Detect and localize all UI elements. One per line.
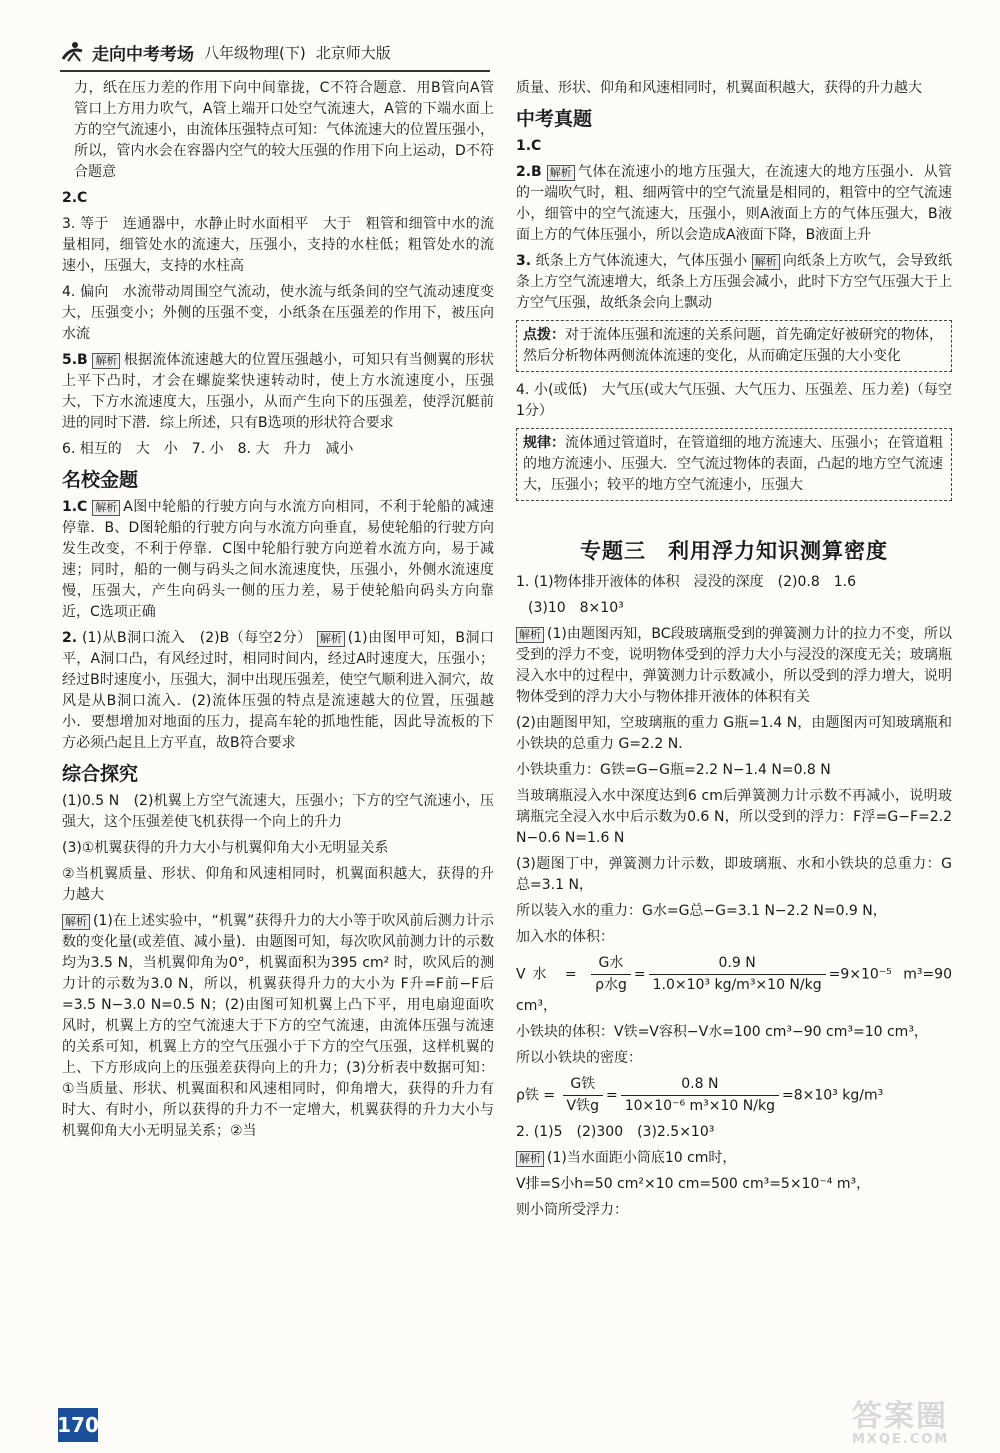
header-rule — [60, 70, 490, 72]
answer-2: 2.C — [62, 190, 88, 206]
edition-label: 北京师大版 — [315, 43, 391, 62]
answer-4: 4. 偏向 水流带动周围空气流动，使水流与纸条间的空气流动速度变大，压强变小；外侧的压强不变，小纸条在压强差的作用下，被压向水流 — [62, 284, 494, 342]
exam-answer-1: 1.C — [516, 138, 542, 154]
famous-answer-1 — [62, 497, 494, 623]
analysis-tag: 解析 — [516, 1151, 544, 1167]
intro-paragraph: 力，纸在压力差的作用下向中间靠拢，C不符合题意．用B管向A管管口上方用力吹气，A管上端开口处空气流速大，A管的下端水面上方的空气流速小，由流体压强特点可知：气体流速大的位置压强小，所以，管内水会在容器内空气的较大压强的作用下向上运动，D不符合题意 — [74, 80, 494, 180]
analysis-tag: 解析 — [547, 165, 575, 181]
answer-5-text: 根据流体流速越大的位置压强越小，可知只有当侧翼的形状上平下凸时，才会在螺旋桨快速转动时，使上方水流速度小，压强大，下方水流速度大，压强小，从而产生向下的压强差，使浮沉艇前进的同时下潜．综上所述，只有B选项的形状符合要求 — [62, 352, 494, 431]
answer-5-label: 5.B — [62, 352, 88, 368]
continued-paragraph: 质量、形状、仰角和风速相同时，机翼面积越大，获得的升力越大 — [516, 80, 922, 96]
comp-analysis — [62, 911, 494, 1142]
analysis-tag: 解析 — [516, 627, 544, 643]
analysis-tag: 解析 — [752, 254, 780, 270]
famous-2-answer: (1)从B洞口流入 (2)B（每空2分） — [82, 630, 312, 646]
analysis-tag: 解析 — [92, 500, 120, 516]
famous-1-text: A图中轮船的行驶方向与水流方向相同，不利于轮船的减速停靠．B、D图轮船的行驶方向与水流方向垂直，易使轮船的行驶方向发生改变，不利于停靠．C图中轮船行驶方向逆着水流方向，易于减速；同时，船的一侧与码头之间水流速度快，压强小，外侧水流速度慢，压强大，产生向码头一侧的压力差，易于使轮船向码头方向靠近，C选项正确 — [62, 499, 495, 620]
section-title-famous: 名校金题 — [62, 469, 139, 491]
right-column — [516, 78, 952, 1226]
topic-analysis-7: 加入水的体积： — [516, 929, 614, 945]
eq2-left: ρ铁 = — [516, 1087, 556, 1104]
topic-analysis-6: 所以装入水的重力：G水=G总−G=3.1 N−2.2 N=0.9 N， — [516, 903, 887, 919]
rule-label: 规律： — [523, 435, 565, 451]
page-header — [60, 38, 401, 66]
exam-2-label: 2.B — [516, 164, 542, 180]
exam-2-text: 气体在流速小的地方压强大，在流速大的地方压强小．从管的一端吹气时，粗、细两管中的空气流量是相同的，粗管中的空气流速小，细管中的空气流速大，压强小，则A液面上方的气体压强大，B液面上方的气体压强小，所以会造成A液面下降，B液面上升 — [516, 164, 953, 243]
exam-answer-4: 4. 小(或低) 大气压(或大气压强、大气压力、压强差、压力差)（每空1分） — [516, 382, 952, 419]
comp-answer-3b: ②当机翼质量、形状、仰角和风速相同时，机翼面积越大，获得的升力越大 — [62, 866, 494, 903]
famous-answer-2 — [62, 628, 494, 754]
topic-analysis-5: (3)题图丁中，弹簧测力计示数，即玻璃瓶、水和小铁块的总重力：G总=3.1 N， — [516, 856, 952, 893]
comp-analysis-text: (1)在上述实验中，“机翼”获得升力的大小等于吹风前后测力计示数的变化量(或差值、减小量)．由题图可知，每次吹风前测力计的示数均为3.5 N，当机翼仰角为0°，机翼面积为395 cm² 时，吹风后的测力计的示数为3.0 N，所以，机翼获得升力的大小为 F升=F前−F后=3.5 N−3.0 N=0.5 N；(2)由图可知机翼上凸下平，用电扇迎面吹风时，机翼上方的空气流速大于下方的空气流速，由流体压强与流速的关系可知，机翼上方的空气压强小于下方的空气压强，这样机翼的上、下方形成向上的压强差获得向上的升力；(3)分析表中数据可知：①当质量、形状、机翼面积和风速相同时，仰角增大，获得的升力有时大、有时小，所以获得的升力不一定增大，机翼获得的升力大小与机翼仰角大小无明显关系；②当 — [62, 913, 494, 1139]
analysis-tag: 解析 — [92, 353, 120, 369]
topic-analysis-4: 当玻璃瓶浸入水中深度达到6 cm后弹簧测力计示数不再减小，说明玻璃瓶完全浸入水中后示数为0.6 N，所以受到的浮力：F浮=G−F=2.2 N−0.6 N=1.6 N — [516, 788, 952, 846]
topic-analysis-8: 小铁块的体积：V铁=V容积−V水=100 cm³−90 cm³=10 cm³， — [516, 1024, 928, 1040]
comp-answer-1: (1)0.5 N (2)机翼上方空气流速大，压强小；下方的空气流速小，压强大，这个压强差使飞机获得一个向上的升力 — [62, 793, 494, 830]
density-equation: ρ铁 = $\frac{\text{G铁}}{\text{V铁g}}$ = $\frac{0.8 N}{\text{10×10⁻⁶ m³×10 N/kg}}$ =8×10³ kg/m³ — [516, 1074, 952, 1117]
eq1-frac-2: $\frac{0.9 N}{\text{1.0×10³ kg/m³×10 N/kg}}$ — [649, 953, 826, 996]
eq2-frac-2: $\frac{0.8 N}{\text{10×10⁻⁶ m³×10 N/kg}}$ — [621, 1074, 779, 1117]
topic-analysis-3: 小铁块重力：G铁=G−G瓶=2.2 N−1.4 N=0.8 N — [516, 762, 831, 778]
topic-analysis-2-1-text: (1)当水面距小筒底10 cm时， — [547, 1150, 737, 1166]
eq2-right: =8×10³ kg/m³ — [781, 1087, 884, 1104]
section-title-exam: 中考真题 — [516, 108, 593, 130]
topic-title: 专题三 利用浮力知识测算密度 — [580, 539, 888, 563]
answer-5 — [62, 350, 494, 434]
topic-answer-2: 2. (1)5 (2)300 (3)2.5×10³ — [516, 1124, 715, 1140]
tip-box — [516, 320, 952, 372]
page-number: 170 — [58, 1408, 98, 1442]
brand-title: 走向中考考场 — [92, 44, 194, 65]
analysis-tag: 解析 — [62, 914, 90, 930]
analysis-tag: 解析 — [317, 631, 345, 647]
topic-analysis-9: 所以小铁块的密度： — [516, 1050, 642, 1066]
comp-answer-3a: (3)①机翼获得的升力大小与机翼仰角大小无明显关系 — [62, 840, 389, 856]
topic-analysis-2: (2)由题图甲知，空玻璃瓶的重力 G瓶=1.4 N，由题图丙可知玻璃瓶和小铁块的总重力 G=2.2 N． — [516, 715, 952, 752]
left-column — [62, 78, 494, 1147]
section-title-comprehensive: 综合探究 — [62, 763, 139, 785]
exam-3-answer: 纸条上方气体流速大，气体压强小 — [535, 253, 748, 269]
famous-2-text: (1)由图甲可知，B洞口平，A洞口凸，有风经过时，相同时间内，经过A时速度大，压强小；经过B时速度小，压强大，洞中出现压强差，使空气顺利进入洞穴，故风是从B洞口流入．(2)流体压强的特点是流速越大的位置，压强越小．要想增加对地面的压力，提高车轮的抓地性能，因此导流板的下方必须凸起且上方平直，故B符合要求 — [62, 630, 494, 751]
famous-1-label: 1.C — [62, 499, 88, 515]
tip-text: 对于流体压强和流速的关系问题，首先确定好被研究的物体，然后分析物体两侧流体流速的变化，从而确定压强的大小变化 — [523, 327, 943, 364]
eq1-right: =9×10⁻⁵ m³=90 cm³， — [516, 966, 953, 1014]
eq1-frac-1: $\frac{\text{G水}}{\text{ρ水g}}$ — [591, 953, 631, 996]
topic-analysis-2-1 — [516, 1148, 952, 1169]
topic-answer-1a: 1. (1)物体排开液体的体积 浸没的深度 (2)0.8 1.6 — [516, 574, 856, 590]
rule-text: 流体通过管道时，在管道细的地方流速大、压强小；在管道粗的地方流速小、压强大．空气流过物体的表面，凸起的地方空气流速大，压强小；较平的地方空气流速小，压强大 — [523, 435, 943, 493]
topic-analysis-2-2: V排=S小h=50 cm²×10 cm=500 cm³=5×10⁻⁴ m³， — [516, 1176, 871, 1192]
answer-3: 3. 等于 连通器中，水静止时水面相平 大于 粗管和细管中水的流量相同，细管处水的流速大，压强小，支持的水柱低；粗管处水的流速小，压强大，支持的水柱高 — [62, 216, 494, 274]
exam-3-text: 向纸条上方吹气，会导致纸条上方空气流速增大，纸条上方压强会减小，此时下方空气压强大于上方空气压强，故纸条会向上飘动 — [516, 253, 953, 311]
exam-answer-2 — [516, 162, 952, 246]
runner-logo-icon — [60, 41, 86, 63]
topic-answer-1b: (3)10 8×10³ — [528, 600, 624, 616]
watermark-logo: 答案圈 MXQE.COM — [852, 1399, 950, 1447]
answer-6-8: 6. 相互的 大 小 7. 小 8. 大 升力 减小 — [62, 441, 354, 457]
exam-answer-3 — [516, 251, 952, 314]
eq2-frac-1: $\frac{\text{G铁}}{\text{V铁g}}$ — [563, 1074, 603, 1117]
rule-box — [516, 428, 952, 501]
eq1-left: V水 = — [516, 966, 577, 983]
grade-label: 八年级物理(下) — [204, 43, 306, 62]
tip-label: 点拨： — [523, 327, 565, 343]
famous-2-label: 2. — [62, 630, 78, 646]
topic-analysis-1-text: (1)由题图丙知，BC段玻璃瓶受到的弹簧测力计的拉力不变，所以受到的浮力不变，说明物体受到的浮力大小与浸没的深度无关；玻璃瓶浸入水中的过程中，弹簧测力计示数减小，所以受到的浮力增大，说明物体受到的浮力大小与物体排开液体的体积有关 — [516, 626, 952, 705]
topic-analysis-2-3: 则小筒所受浮力： — [516, 1202, 628, 1218]
volume-equation: V水 = $\frac{\text{G水}}{\text{ρ水g}}$ = $\frac{0.9 N}{\text{1.0×10³ kg/m³×10 N/kg}}$ =9×10⁻⁵ m³=90 cm³， — [516, 955, 953, 1014]
exam-3-label: 3. — [516, 253, 532, 269]
topic-analysis-1 — [516, 624, 952, 708]
